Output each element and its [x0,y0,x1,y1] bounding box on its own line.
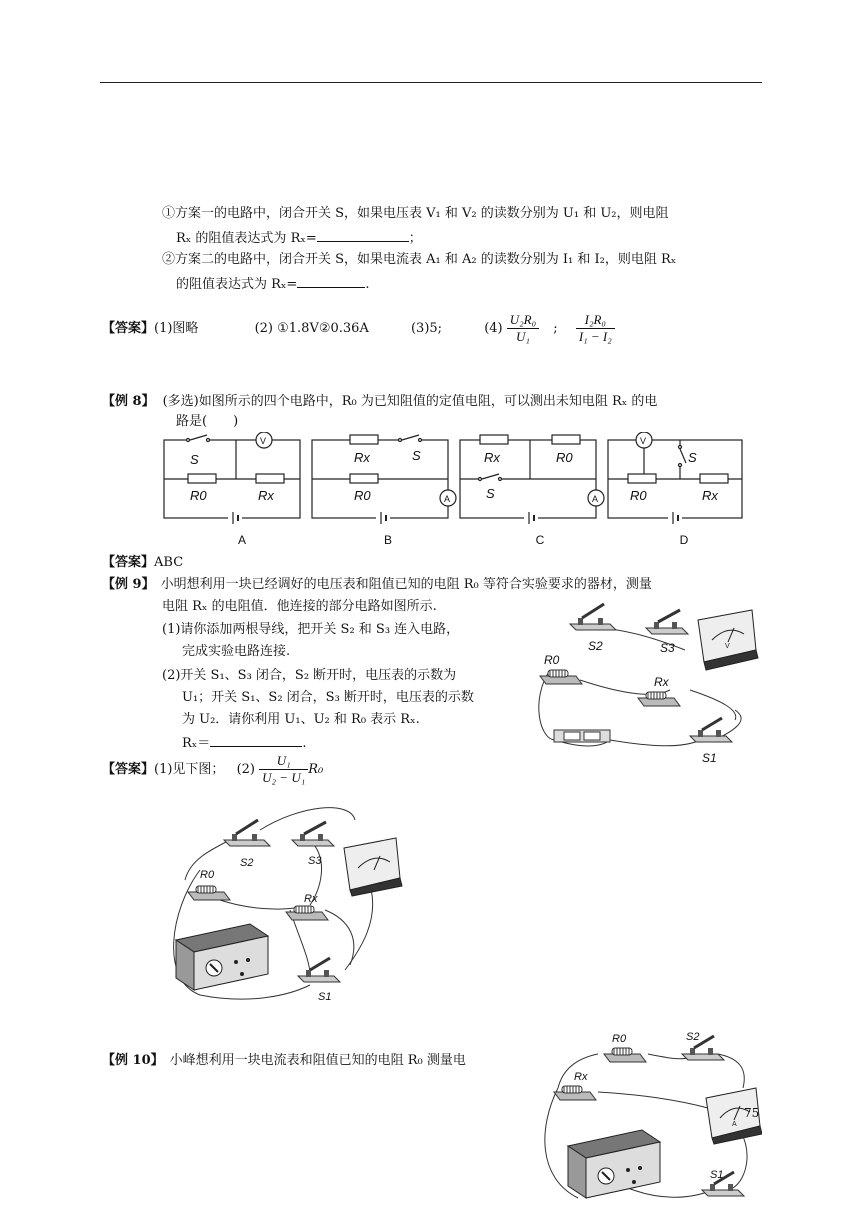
circuit-d-meter-label: V [640,436,647,446]
label-rx: Rx [304,893,318,905]
power-supply-icon [176,924,268,990]
switch-s2-icon [570,604,616,630]
circuit-d-r1-label: R0 [630,488,647,503]
circuit-a-r1-label: R0 [190,488,207,503]
label-r0: R0 [200,869,215,881]
label-s2: S2 [240,857,254,869]
ex10-line1: 【例 10】 小峰想利用一块电流表和阻值已知的电阻 R₀ 测量电 [102,1053,466,1068]
circuit-d-switch-label: S [688,450,697,465]
circuit-a-r2-label: Rx [258,488,274,503]
ex8-line1: 【例 8】 (多选)如图所示的四个电路中，R₀ 为已知阻值的定值电阻，可以测出未知电阻 Rₓ 的电 [102,394,658,409]
label-s1: S1 [710,1169,724,1181]
circuit-c-r1-label: Rx [484,450,500,465]
circuit-b-r2-label: R0 [354,488,371,503]
ex9-line2: 电阻 Rₓ 的电阻值．他连接的部分电路如图所示. [162,599,437,614]
header-rule [100,82,762,83]
page-number: 75 [744,1106,760,1120]
circuit-d-caption: D [679,533,689,547]
circuit-b-r1-label: Rx [354,450,370,465]
label-rx: Rx [654,675,669,689]
prev-item1-line2: Rₓ 的阻值表达式为 Rₓ= ； [176,228,422,248]
label-rx: Rx [574,1071,588,1083]
answer-tag: 【答案】 [102,321,155,336]
circuit-a-caption: A [237,533,247,547]
ex9-q2-line3: 为 U₂．请你利用 U₁、U₂ 和 R₀ 表示 Rₓ. [182,712,420,727]
circuit-c-meter-label: A [592,494,599,504]
label-r0: R0 [544,653,560,667]
answer-blank[interactable] [297,274,365,288]
ex8-answer: 【答案】ABC [102,555,184,570]
svg-text:A: A [732,1121,737,1128]
voltmeter-icon [698,610,758,670]
prev-item2-line1: ②方案二的电路中，闭合开关 S，如果电流表 A₁ 和 A₂ 的读数分别为 I₁ 和 I₂，则电阻 Rₓ [162,252,677,267]
resistor-rx-icon [554,1086,596,1100]
circuit-b-meter-label: A [444,494,451,504]
answer-blank[interactable] [317,228,409,242]
prev-item1-line1: ①方案一的电路中，闭合开关 S，如果电压表 V₁ 和 V₂ 的读数分别为 U₁ 和 U₂，则电阻 [162,206,669,221]
circuit-c-caption: C [535,533,545,547]
label-s3: S3 [660,641,675,655]
circuit-a-meter-label: V [260,436,267,446]
switch-s1-icon [690,718,732,742]
circuit-c-switch-label: S [486,486,495,501]
ex8-line2: 路是( ) [176,414,239,429]
label-r0: R0 [612,1033,627,1045]
ex9-answer-diagram [160,800,410,1010]
circuit-c-r2-label: R0 [556,450,573,465]
label-s1: S1 [702,751,717,765]
ex9-line1: 【例 9】 小明想利用一块已经调好的电压表和阻值已知的电阻 R₀ 等符合实验要求的器材，测量 [102,577,652,592]
resistor-r0-icon [604,1048,646,1062]
switch-s1-icon [298,958,340,982]
circuit-b-caption: B [383,533,393,547]
fraction-u2r0-u1: $\frac{\text{U₂R₀}}{\text{U₁}}$ [507,312,539,345]
circuit-a-switch-label: S [190,452,199,467]
power-supply-icon [568,1130,660,1198]
ex9-apparatus-diagram [520,590,770,770]
resistor-r0-icon [188,886,230,900]
circuit-d-r2-label: Rx [702,488,718,503]
resistor-r0-icon [540,670,582,684]
ex9-q1-line1: (1)请你添加两根导线，把开关 S₂ 和 S₃ 连入电路， [162,622,460,637]
switch-s2-icon [224,820,270,846]
ex9-q2-line4: Rₓ＝ . [182,733,306,753]
svg-text:V: V [725,643,730,650]
ex8-circuit-diagrams [160,432,760,548]
fraction-u1-u2-u1: $\frac{\text{U₁}}{\text{U₂ − U₁}}$ [259,753,308,786]
answer-blank[interactable] [210,733,302,747]
prev-answer: 【答案】(1)图略 (2) ①1.8V②0.36A (3)5; (4) $\frac{\text{U₂R₀}}{\text{U₁}}$ ; $\frac{\text{I₂R₀}}{\text{I₁ − I₂}}$ [102,312,615,346]
ex9-q1-line2: 完成实验电路连接. [182,644,291,659]
prev-item2-line2: 的阻值表达式为 Rₓ= . [176,274,369,294]
battery-holder-icon [554,730,610,742]
switch-s3-icon [292,822,334,846]
ex9-q2-line2: U₁；开关 S₁、S₂ 闭合，S₃ 断开时，电压表的示数 [182,690,474,705]
label-s2: S2 [686,1031,700,1043]
label-s2: S2 [588,639,603,653]
fraction-i2r0-i1-i2: $\frac{\text{I₂R₀}}{\text{I₁ − I₂}}$ [576,312,615,345]
circuit-b-switch-label: S [412,448,421,463]
voltmeter-icon [344,838,402,896]
ex9-q2-line1: (2)开关 S₁、S₃ 闭合，S₂ 断开时，电压表的示数为 [162,668,457,683]
switch-s3-icon [646,610,688,634]
label-s3: S3 [308,855,322,867]
ex10-apparatus-diagram [538,1028,762,1206]
label-s1: S1 [318,991,332,1003]
ex9-answer: 【答案】(1)见下图； (2) $\frac{\text{U₁}}{\text{U₂ − U₁}}$ R₀ [102,753,324,785]
